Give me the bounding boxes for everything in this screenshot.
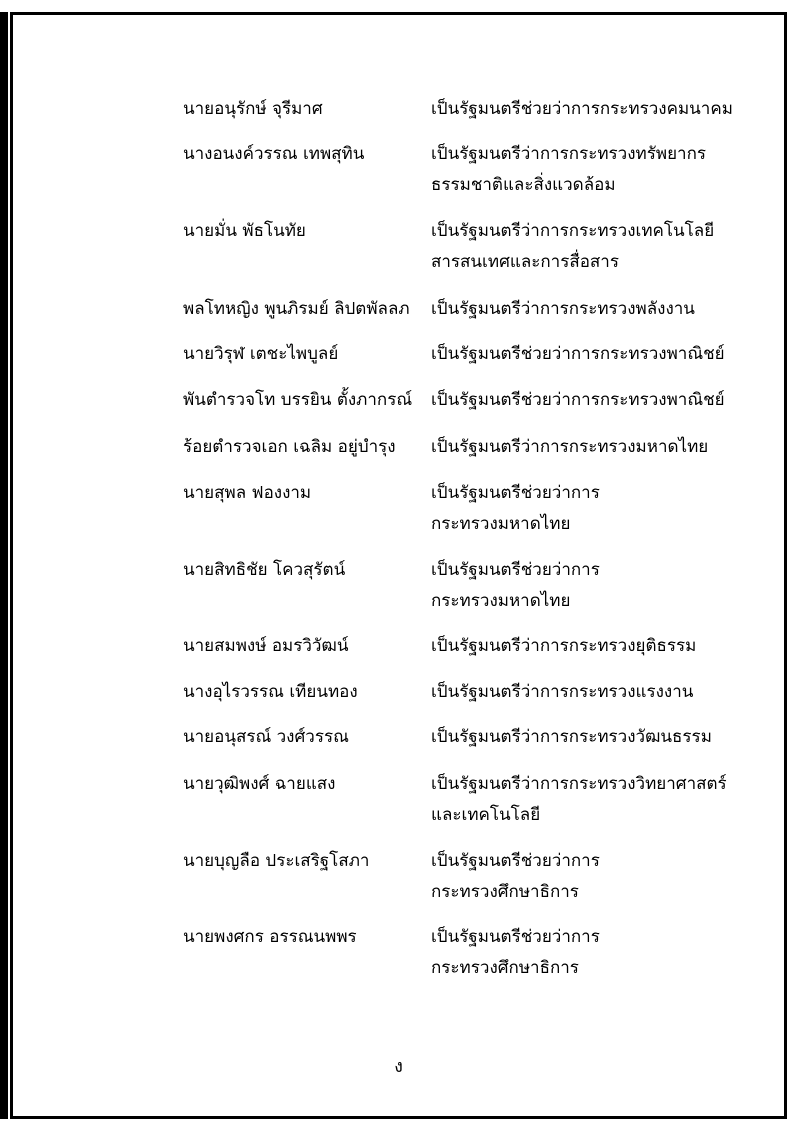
position-line: กระทรวงศึกษาธิการ <box>431 882 579 902</box>
minister-name: นายสุพล ฟองงาม <box>183 483 312 503</box>
minister-name: นายมั่น พัธโนทัย <box>183 221 306 241</box>
minister-name: นายสิทธิชัย โควสุรัตน์ <box>183 560 346 580</box>
minister-name: นางอนงค์วรรณ เทพสุทิน <box>183 144 365 164</box>
minister-position <box>431 722 712 753</box>
position-line: เป็นรัฐมนตรีว่าการกระทรวงวิทยาศาสตร์ <box>431 774 727 794</box>
position-line: และเทคโนโลยี <box>431 805 541 825</box>
minister-position <box>431 846 600 908</box>
minister-name: นายอนุรักษ์ จุรีมาศ <box>183 99 323 119</box>
minister-position <box>431 139 706 201</box>
minister-name: นายพงศกร อรรณนพพร <box>183 927 357 947</box>
position-line: กระทรวงมหาดไทย <box>431 514 571 534</box>
minister-position <box>431 677 693 708</box>
position-line: เป็นรัฐมนตรีว่าการกระทรวงวัฒนธรรม <box>431 727 712 747</box>
minister-position <box>431 339 725 370</box>
position-line: กระทรวงศึกษาธิการ <box>431 958 579 978</box>
position-line: เป็นรัฐมนตรีช่วยว่าการ <box>431 560 600 580</box>
position-line: ธรรมชาติและสิ่งแวดล้อม <box>431 175 616 195</box>
minister-name: ร้อยตำรวจเอก เฉลิม อยู่บำรุง <box>183 437 396 457</box>
page-shadow-edge <box>0 12 8 1119</box>
minister-name: นายวุฒิพงศ์ ฉายแสง <box>183 774 336 794</box>
position-line: เป็นรัฐมนตรีว่าการกระทรวงแรงงาน <box>431 682 694 702</box>
position-line: เป็นรัฐมนตรีช่วยว่าการกระทรวงพาณิชย์ <box>431 344 725 364</box>
position-line: เป็นรัฐมนตรีช่วยว่าการ <box>431 851 600 871</box>
minister-position <box>431 94 733 125</box>
document-page <box>10 12 787 1119</box>
minister-position <box>431 216 714 278</box>
position-line: เป็นรัฐมนตรีช่วยว่าการ <box>431 483 600 503</box>
minister-name: นายอนุสรณ์ วงศ์วรรณ <box>183 727 349 747</box>
minister-position <box>431 385 725 416</box>
minister-list <box>13 15 784 1116</box>
minister-name: นางอุไรวรรณ เทียนทอง <box>183 682 358 702</box>
minister-position <box>431 631 696 662</box>
minister-name: นายบุญลือ ประเสริฐโสภา <box>183 851 370 871</box>
position-line: กระทรวงมหาดไทย <box>431 591 571 611</box>
position-line: เป็นรัฐมนตรีช่วยว่าการกระทรวงคมนาคม <box>431 99 733 119</box>
position-line: เป็นรัฐมนตรีว่าการกระทรวงมหาดไทย <box>431 437 709 457</box>
minister-position <box>431 294 695 325</box>
minister-position <box>431 478 600 540</box>
position-line: เป็นรัฐมนตรีว่าการกระทรวงเทคโนโลยี <box>431 221 715 241</box>
position-line: สารสนเทศและการสื่อสาร <box>431 252 619 272</box>
position-line: เป็นรัฐมนตรีว่าการกระทรวงพลังงาน <box>431 299 695 319</box>
minister-name: พลโทหญิง พูนภิรมย์ ลิปตพัลลภ <box>183 299 410 319</box>
position-line: เป็นรัฐมนตรีช่วยว่าการกระทรวงพาณิชย์ <box>431 390 725 410</box>
page-number: ง <box>394 1056 403 1077</box>
minister-position <box>431 555 600 617</box>
minister-position <box>431 432 708 463</box>
minister-position <box>431 769 727 831</box>
minister-name: พันตำรวจโท บรรยิน ตั้งภากรณ์ <box>183 390 413 410</box>
position-line: เป็นรัฐมนตรีว่าการกระทรวงทรัพยากร <box>431 144 707 164</box>
minister-name: นายวิรุฬ เตชะไพบูลย์ <box>183 344 339 364</box>
position-line: เป็นรัฐมนตรีว่าการกระทรวงยุติธรรม <box>431 636 697 656</box>
minister-name: นายสมพงษ์ อมรวิวัฒน์ <box>183 636 349 656</box>
minister-position <box>431 922 600 984</box>
position-line: เป็นรัฐมนตรีช่วยว่าการ <box>431 927 600 947</box>
